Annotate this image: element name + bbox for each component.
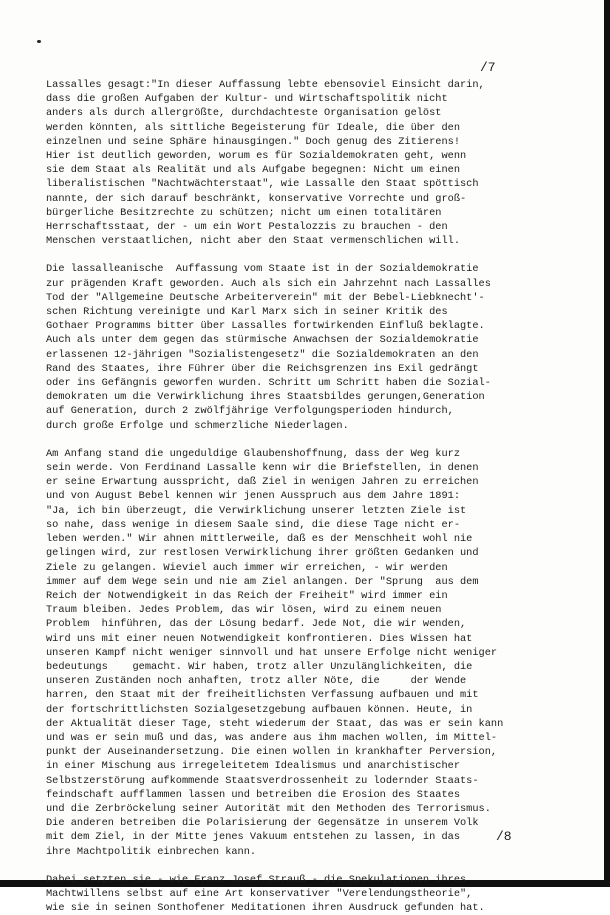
text-line: ihre Machtpolitik einbrechen kann. [46,845,257,858]
text-line: unseren Zuständen noch anhaften, trotz aller Nöte, die der Wende [46,675,467,688]
text-line: leben werden." Wir ahnen mittlerweile, daß es der Menschheit wohl nie [46,533,473,546]
text-line: Tod der "Allgemeine Deutsche Arbeiterverein" mit der Bebel-Liebknecht'- [46,291,485,304]
text-line: bürgerliche Besitzrechte zu schützen; nicht um einen totalitären [46,206,442,219]
text-line: liberalistischen "Nachtwächterstaat", wie Lassalle den Staat spöttisch [46,178,479,191]
text-line: oder ins Gefängnis geworfen wurden. Schritt um Schritt haben die Sozial- [46,377,491,390]
text-line: in einer Mischung aus irregeleitetem Idealismus und anarchistischer [46,760,461,773]
text-line: werden könnten, als sittliche Begeisterung für Ideale, die über den [46,121,461,134]
text-line: bedeutungs gemacht. Wir haben, trotz aller Unzulänglichkeiten, die [46,660,473,673]
text-line: der Aktualität dieser Tage, steht wiederum der Staat, das was er sein kann [46,717,504,730]
text-line: Herrschaftsstaat, der - um ein Wort Pestalozzis zu brauchen - den [46,221,448,234]
text-line: gelingen wird, zur restlosen Verwirklichung ihrer größten Gedanken und [46,547,479,560]
text-line: er seine Erwartung ausspricht, daß Ziel in wenigen Jahren zu erreichen [46,476,479,489]
text-line: punkt der Auseinandersetzung. Die einen wollen in krankhafter Perversion, [46,746,498,759]
text-line: Problem hinführen, das der Lösung bedarf. Jede Not, die wir wenden, [46,618,467,631]
text-line: Gothaer Programms bitter über Lassalles fortwirkenden Einfluß beklagte. [46,320,485,333]
text-line: Ziele zu gelangen. Wieviel auch immer wir erreichen, - wir werden [46,561,448,574]
text-line: Dabei setzten sie - wie Franz Josef Strauß - die Spekulationen ihres [46,873,467,886]
text-line: harren, den Staat mit der freiheitlichsten Verfassung aufbauen und mit [46,689,479,702]
text-line: unseren Kampf nicht weniger sinnvoll und hat unsere Erfolge nicht weniger [46,646,498,659]
text-line: nannte, der sich darauf beschränkt, konservative Vorrechte und groß- [46,192,467,205]
paragraph [46,447,596,859]
text-line: feindschaft aufflammen lassen und betreiben die Erosion des Staates [46,788,461,801]
text-line: immer auf dem Wege sein und nie am Ziel anlangen. Der "Sprung aus dem [46,575,479,588]
text-line: Hier ist deutlich geworden, worum es für Sozialdemokraten geht, wenn [46,150,467,163]
text-line: Die lassalleanische Auffassung vom Staate ist in der Sozialdemokratie [46,263,479,276]
text-line: zur prägenden Kraft geworden. Auch als sich ein Jahrzehnt nach Lassalles [46,277,491,290]
text-line: Rand des Staates, ihre Führer über die Reichsgrenzen ins Exil gedrängt [46,362,479,375]
text-line: und was er sein muß und das, was andere aus ihm machen wollen, im Mittel- [46,731,498,744]
text-line: auf Generation, durch 2 zwölfjährige Verfolgungsperioden hindurch, [46,405,454,418]
text-line: Reich der Notwendigkeit in das Reich der Freiheit" wird immer ein [46,589,448,602]
text-line: "Ja, ich bin überzeugt, die Verwirklichung unserer letzten Ziele ist [46,504,467,517]
text-line: sein werde. Von Ferdinand Lassalle kenn wir die Briefstellen, in denen [46,462,479,475]
text-line: mit dem Ziel, in der Mitte jenes Vakuum entstehen zu lassen, in das [46,831,461,844]
text-line: schen Richtung vereinigte und Karl Marx sich in seiner Kritik des [46,306,448,319]
page-number-bottom: /8 [496,829,512,844]
text-line: anders als durch allergrößte, durchdachteste Organisation gelöst [46,107,442,120]
text-line: Traum bleiben. Jedes Problem, das wir lösen, wird zu einem neuen [46,604,442,617]
text-line: wie sie in seinen Sonthofener Meditationen ihren Ausdruck gefunden hat. [46,902,485,915]
paragraph [46,873,596,915]
page-number-top: /7 [480,60,496,75]
text-line: dass die großen Aufgaben der Kultur- und Wirtschaftspolitik nicht [46,93,448,106]
scan-edge-right [604,0,610,887]
paragraph [46,262,596,432]
text-line: Lassalles gesagt:"In dieser Auffassung lebte ebensoviel Einsicht darin, [46,79,485,91]
scan-speck [37,40,41,43]
text-line: und die Zerbröckelung seiner Autorität mit den Methoden des Terrorismus. [46,802,491,815]
text-line: wird uns mit einer neuen Notwendigkeit konfrontieren. Dies Wissen hat [46,632,473,645]
text-line: sie dem Staat als Realität und als Aufgabe begegnen: Nicht um einen [46,164,461,177]
text-line: Die anderen betreiben die Polarisierung der Gegensätze in unserem Volk [46,817,479,830]
text-line: erlassenen 12-jährigen "Sozialistengesetz" die Sozialdemokraten an den [46,348,479,361]
document-body [46,78,596,915]
text-line: Selbstzerstörung aufkommende Staatsverdrossenheit zu lodernder Staats- [46,774,479,787]
text-line: Menschen verstaatlichen, nicht aber den Staat vermenschlichen will. [46,235,461,248]
text-line: Am Anfang stand die ungeduldige Glaubenshoffnung, dass der Weg kurz [46,447,461,460]
paragraph [46,78,596,248]
text-line: Machtwillens selbst auf eine Art konservativer "Verelendungstheorie", [46,887,473,900]
text-line: so nahe, dass wenige in diesem Saale sind, die diese Tage nicht er- [46,518,461,531]
text-line: der fortschrittlichsten Sozialgesetzgebung aufbauen können. Heute, in [46,703,473,716]
text-line: demokraten um die Verwirklichung ihres Staatsbildes gerungen,Generation [46,391,485,404]
text-line: durch große Erfolge und schmerzliche Niederlagen. [46,419,349,432]
text-line: und von August Bebel kennen wir jenen Ausspruch aus dem Jahre 1891: [46,490,461,503]
text-line: einzelnen und seine Sphäre hinausgingen." Doch genug des Zitierens! [46,135,461,148]
text-line: Auch als unter dem gegen das stürmische Anwachsen der Sozialdemokratie [46,334,479,347]
